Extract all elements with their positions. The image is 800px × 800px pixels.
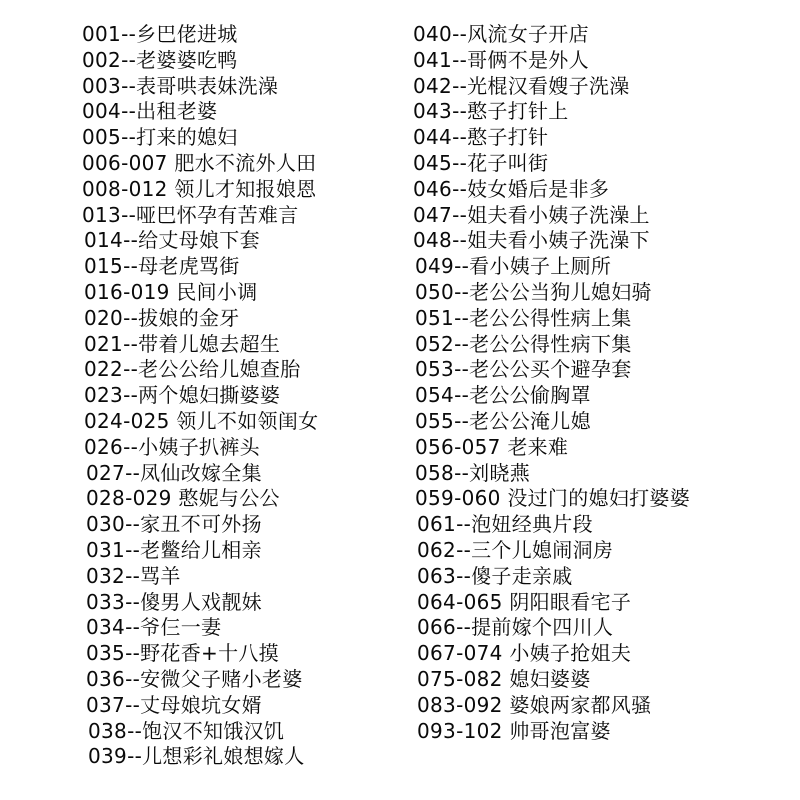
list-item: 063--傻子走亲戚 — [417, 563, 573, 588]
list-item: 059-060 没过门的媳妇打婆婆 — [415, 486, 691, 511]
list-item: 045--花子叫街 — [413, 150, 549, 175]
list-item: 021--带着儿媳去超生 — [84, 331, 281, 356]
list-item: 049--看小姨子上厕所 — [415, 254, 612, 279]
list-item: 042--光棍汉看嫂子洗澡 — [413, 73, 630, 98]
list-item: 003--表哥哄表妹洗澡 — [82, 73, 279, 98]
list-item: 075-082 媳妇婆婆 — [417, 666, 591, 691]
list-item: 013--哑巴怀孕有苦难言 — [82, 202, 299, 227]
list-item: 022--老公公给儿媳查胎 — [84, 357, 301, 382]
list-item: 023--两个媳妇撕婆婆 — [84, 383, 281, 408]
list-item: 015--母老虎骂街 — [84, 254, 240, 279]
list-item: 006-007 肥水不流外人田 — [82, 150, 317, 175]
list-item: 039--儿想彩礼娘想嫁人 — [88, 744, 305, 769]
list-item: 053--老公公买个避孕套 — [415, 357, 632, 382]
list-item: 067-074 小姨子抢姐夫 — [417, 641, 632, 666]
list-item: 061--泡妞经典片段 — [417, 512, 593, 537]
list-item: 056-057 老来难 — [415, 434, 569, 459]
list-item: 016-019 民间小调 — [84, 279, 258, 304]
list-item: 004--出租老婆 — [82, 99, 218, 124]
list-item: 032--骂羊 — [86, 563, 181, 588]
list-item: 048--姐夫看小姨子洗澡下 — [413, 228, 650, 253]
list-item: 052--老公公得性病下集 — [415, 331, 632, 356]
right-column — [413, 22, 760, 744]
list-item: 040--风流女子开店 — [413, 22, 589, 46]
list-item: 034--爷仨一妻 — [86, 615, 222, 640]
list-item: 064-065 阴阳眼看宅子 — [417, 589, 632, 614]
list-item: 014--给丈母娘下套 — [84, 228, 260, 253]
list-item: 051--老公公得性病上集 — [415, 305, 632, 330]
list-item: 038--饱汉不知饿汉饥 — [88, 718, 285, 743]
list-item: 031--老鳖给儿相亲 — [86, 537, 262, 562]
list-item: 041--哥俩不是外人 — [413, 47, 589, 72]
list-item: 027--凤仙改嫁全集 — [86, 460, 262, 485]
list-item: 055--老公公淹儿媳 — [415, 408, 591, 433]
list-item: 008-012 领儿才知报娘恩 — [82, 176, 317, 201]
list-item: 026--小姨子扒裤头 — [84, 434, 260, 459]
list-item: 044--憨子打针 — [413, 125, 549, 150]
list-item: 033--傻男人戏靓妹 — [86, 589, 262, 614]
list-item: 036--安微父子赌小老婆 — [86, 666, 303, 691]
list-item: 043--憨子打针上 — [413, 99, 569, 124]
list-item: 083-092 婆娘两家都风骚 — [417, 692, 652, 717]
list-item: 054--老公公偷胸罩 — [415, 383, 591, 408]
list-item: 002--老婆婆吃鸭 — [82, 47, 238, 72]
list-item: 066--提前嫁个四川人 — [417, 615, 614, 640]
list-item: 028-029 憨妮与公公 — [86, 486, 280, 511]
list-item: 058--刘晓燕 — [415, 460, 531, 485]
list-item: 005--打来的媳妇 — [82, 125, 238, 150]
list-item: 035--野花香+十八摸 — [86, 641, 279, 666]
left-column — [82, 22, 318, 770]
list-item: 030--家丑不可外扬 — [86, 512, 262, 537]
list-item: 037--丈母娘坑女婿 — [86, 692, 262, 717]
list-item: 047--姐夫看小姨子洗澡上 — [413, 202, 650, 227]
list-item: 050--老公公当狗儿媳妇骑 — [415, 279, 652, 304]
list-item: 093-102 帅哥泡富婆 — [417, 718, 611, 743]
list-item: 062--三个儿媳闹洞房 — [417, 537, 614, 562]
list-item: 020--拔娘的金牙 — [84, 305, 240, 330]
list-item: 046--妓女婚后是非多 — [413, 176, 610, 201]
list-item: 001--乡巴佬进城 — [82, 22, 238, 46]
list-item: 024-025 领儿不如领闺女 — [84, 408, 319, 433]
